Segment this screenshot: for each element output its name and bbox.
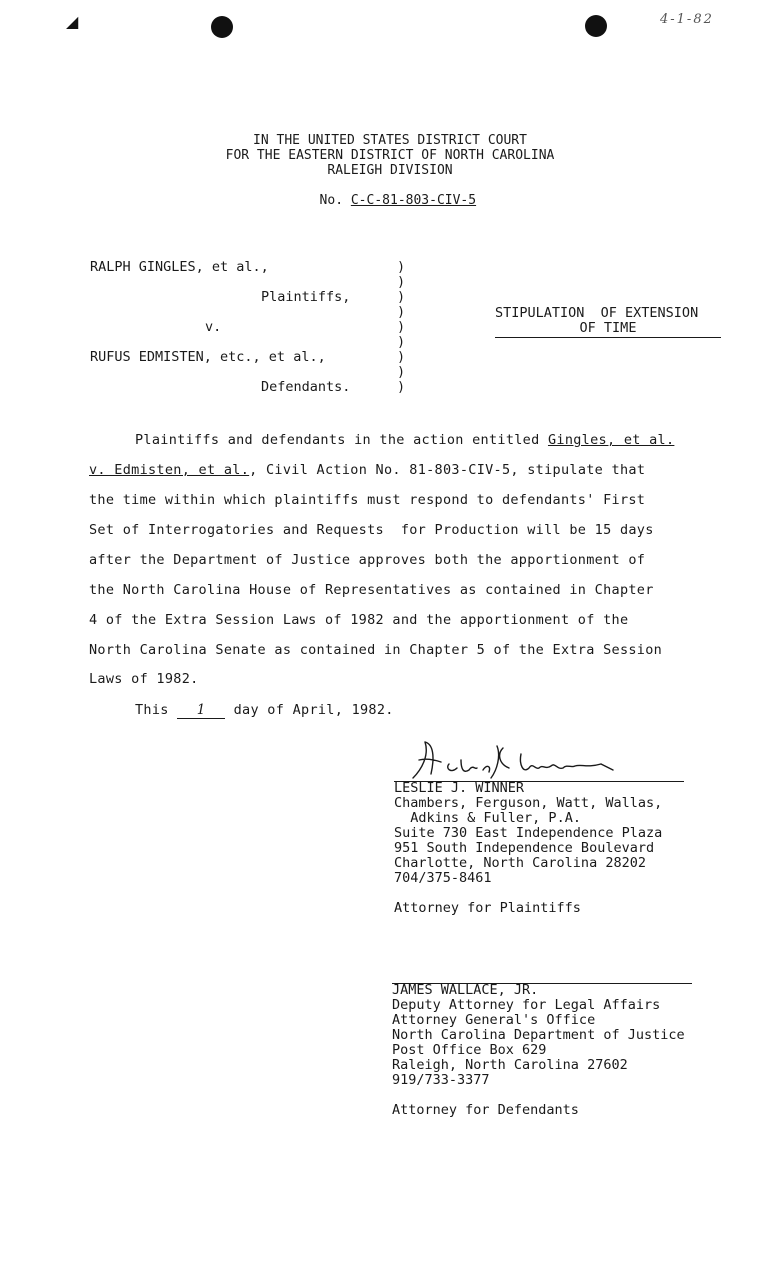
body-line-1 xyxy=(135,432,674,448)
court-header-line1: IN THE UNITED STATES DISTRICT COURT xyxy=(253,133,527,148)
date-prefix: This xyxy=(135,702,169,718)
defendant-phone: 919/733-3377 xyxy=(392,1072,490,1088)
plaintiff-address1: Suite 730 East Independence Plaza xyxy=(394,825,663,841)
plaintiff-role: Attorney for Plaintiffs xyxy=(394,900,581,916)
defendant-role: Attorney for Defendants xyxy=(392,1102,579,1118)
punch-hole-right xyxy=(585,15,607,37)
body-line-9: Laws of 1982. xyxy=(89,671,199,687)
versus: v. xyxy=(205,319,222,335)
case-prefix: No. xyxy=(319,193,344,208)
defendant-dept: North Carolina Department of Justice xyxy=(392,1027,685,1043)
handwritten-date: 4-1-82 xyxy=(660,12,714,27)
plaintiff-firm-line1: Chambers, Ferguson, Watt, Wallas, xyxy=(394,795,663,811)
plaintiff-signature-image xyxy=(405,734,635,784)
plaintiff-address2: 951 South Independence Boulevard xyxy=(394,840,655,856)
body-line-2 xyxy=(89,462,645,478)
defendant-city: Raleigh, North Carolina 27602 xyxy=(392,1057,628,1073)
body-line-8: North Carolina Senate as contained in Chapter 5 of the Extra Session xyxy=(89,642,663,658)
plaintiff-phone: 704/375-8461 xyxy=(394,870,492,886)
punch-hole-left xyxy=(211,16,233,38)
case-number xyxy=(0,178,768,208)
plaintiff-name: RALPH GINGLES, et al., xyxy=(90,259,269,275)
plaintiff-role: Plaintiffs, xyxy=(261,289,351,305)
defendant-role: Defendants. xyxy=(261,379,351,395)
court-header-line2: FOR THE EASTERN DISTRICT OF NORTH CAROLINA xyxy=(225,148,555,163)
body-line1-text: Plaintiffs and defendants in the action entitled xyxy=(135,432,548,448)
body-line-5: after the Department of Justice approves both the apportionment of xyxy=(89,552,646,568)
body-line-6: the North Carolina House of Representatives as contained in Chapter xyxy=(89,582,654,598)
document-title xyxy=(495,306,721,338)
title-line2: OF TIME xyxy=(495,321,721,338)
date-day: 1 xyxy=(196,702,206,718)
caption-brackets: ) ) ) ) ) ) ) ) ) xyxy=(397,259,406,395)
date-suffix: day of April, 1982. xyxy=(233,702,394,718)
plaintiff-attorney-block xyxy=(394,781,662,916)
defendant-name: RUFUS EDMISTEN, etc., et al., xyxy=(90,349,326,365)
court-header-line3: RALEIGH DIVISION xyxy=(327,163,453,178)
date-line xyxy=(135,702,394,719)
case-name-part1: Gingles, et al. xyxy=(547,432,675,448)
case-number-value: C-C-81-803-CIV-5 xyxy=(350,193,477,208)
defendant-attorney-name: JAMES WALLACE, JR. xyxy=(392,982,539,998)
case-name-part2: v. Edmisten, et al. xyxy=(89,462,250,478)
body-line-7: 4 of the Extra Session Laws of 1982 and the apportionment of the xyxy=(89,612,629,628)
plaintiff-attorney-name: LESLIE J. WINNER xyxy=(394,780,525,796)
plaintiff-address3: Charlotte, North Carolina 28202 xyxy=(394,855,646,871)
plaintiff-firm-line2: Adkins & Fuller, P.A. xyxy=(410,810,581,826)
body-line-4: Set of Interrogatories and Requests for Production will be 15 days xyxy=(89,522,654,538)
defendant-office: Attorney General's Office xyxy=(392,1012,596,1028)
defendant-box: Post Office Box 629 xyxy=(392,1042,547,1058)
scan-mark: ◢ xyxy=(66,12,79,31)
defendant-attorney-block xyxy=(392,983,685,1118)
body-line-3: the time within which plaintiffs must respond to defendants' First xyxy=(89,492,646,508)
defendant-title: Deputy Attorney for Legal Affairs xyxy=(392,997,661,1013)
title-line1: STIPULATION OF EXTENSION xyxy=(495,305,699,321)
body-line2-text: , Civil Action No. 81-803-CIV-5, stipulate that xyxy=(249,462,646,478)
date-day-blank xyxy=(177,702,225,719)
